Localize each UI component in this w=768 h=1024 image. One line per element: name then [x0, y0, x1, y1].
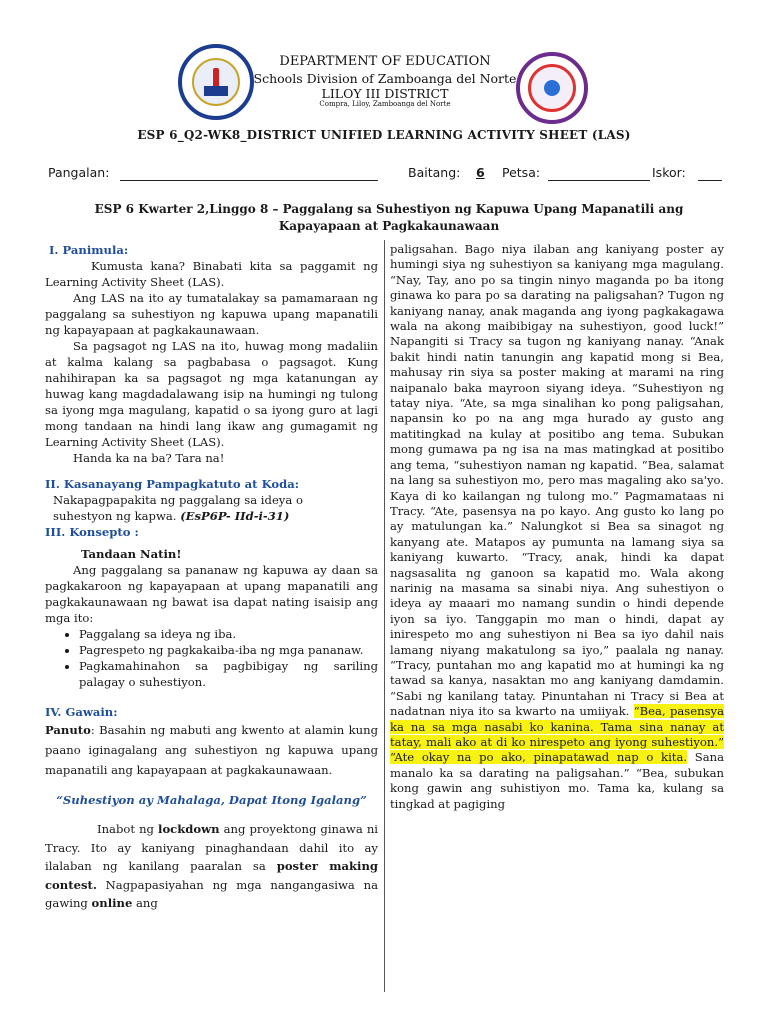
story-text: ang proyektong ginawa ni Tracy. Ito ay kaniyang pinaghandaan dahil ito ay ilalaban ng kanilang paaralan sa	[45, 822, 379, 873]
name-label: Pangalan:	[48, 165, 110, 180]
section-konsepto: III. Konsepto :	[45, 525, 139, 539]
panuto-paragraph	[45, 720, 378, 780]
story-text: Sana manalo ka sa darating na paligsahan.” “Bea, subukan kong gawin ang suhistiyon mo. Tama ka, kulang sa tingkad at pagiging	[390, 750, 725, 811]
deped-seal-icon	[178, 44, 254, 120]
column-divider	[384, 240, 385, 992]
list-item: • Pagrespeto ng pagkakaiba-iba ng mga pananaw.	[79, 642, 378, 658]
date-label: Petsa:	[502, 165, 541, 180]
page-title: ESP 6_Q2-WK8_DISTRICT UNIFIED LEARNING ACTIVITY SHEET (LAS)	[137, 128, 631, 142]
konsepto-list	[45, 626, 378, 690]
story-bold-online: online	[91, 896, 133, 910]
panimula-p3: Sa pagsagot ng LAS na ito, huwag mong madaliin at kalma kalang sa pagbabasa o pagsagot. Kung nahihirapan ka sa pagsagot ng mga katanungan ay huwag kang magdadalawang isip na humingi ng tulong sa iyong mga magulang, kapatid o sa iyong guro at lagi mong tandaan na hindi lang ikaw ang gumagamit ng Learning Activity Sheet (LAS).	[45, 339, 378, 449]
right-column	[390, 242, 724, 812]
list-item: • Paggalang sa ideya ng iba.	[79, 626, 378, 642]
story-continuation	[390, 242, 724, 812]
score-field[interactable]	[698, 180, 722, 181]
form-row	[48, 165, 728, 183]
panuto-text: : Basahin ng mabuti ang kwento at alamin kung paano iginagalang ang suhestiyon ng kapuwa upang mapanatili ang kapayapaan at pagkakaunawaan.	[45, 723, 378, 777]
story-text: paligsahan. Bago niya ilaban ang kaniyang poster ay humingi siya ng suhestiyon sa kaniyang mga magulang. “Nay, Tay, ano po sa tingin ninyo maganda po ba itong ginawa ko para po sa darating na paligsahan? Tugon ng kaniyang nanay, anak maganda ang iyong pagkakagawa wala na akong maibibigay na suhestiyon, good luck!” Napangiti si Tracy sa tugon ng kaniyang nanay. “Anak bakit hindi natin tanungin ang kapatid mong si Bea, mahusay rin siya sa poster making at marami na ring naipanalo baka mayroon siyang ideya. “Suhestiyon ng tatay niya. “Ate, sa mga sinalihan ko pong paligsahan, napansin ko po na ang mga hurado ay gusto ang matitingkad na kulay at positibo ang tema. Subukan mong gumawa pa ng isa na mas matingkad at positibo ang tema, “suhestiyon naman ng kapatid. “Bea, salamat na lang sa suhestiyon mo, pero mas magaling ako sa'yo. Kaya di ko kailangan ng tulong mo.” Pagmamataas ni Tracy. “Ate, pasensya na po kayo. Ang gusto ko lang po ay matulungan ka.” Nalungkot si Bea sa sinagot ng kanyang ate. Matapos ay pumunta na lamang siya sa kaniyang kuwarto. “Tracy, anak, hindi ka dapat nagsasalita ng ganoon sa kapatid mo. Wala akong narinig na masama sa sinabi niya. Ang suhestiyon o ideya ay maaari mo namang sundin o hindi depende iyon sa iyo. Tanggapin mo man o hindi, dapat ay inirespeto mo ang suhestiyon ni Bea sa iyo dahil nais lamang niyang makatulong sa iyo,” paalala ng nanay. “Tracy, puntahan mo ang kapatid mo at humingi ka ng tawad sa kanya, nasaktan mo ang kaniyang damdamin. “Sabi ng kanilang tatay. Pinuntahan ni Tracy si Bea at nadatnan niya ito sa kwarto na umiiyak.	[390, 242, 724, 719]
story-title: “Suhestiyon ay Mahalaga, Dapat Itong Igalang”	[56, 793, 367, 807]
story-bold-lockdown: lockdown	[158, 822, 220, 836]
header-dept: DEPARTMENT OF EDUCATION	[279, 54, 491, 69]
grade-label: Baitang:	[408, 165, 461, 180]
kasanayan-text: suhestyon ng kapwa.	[53, 509, 177, 523]
competency-code: (EsP6P- IId-i-31)	[180, 509, 290, 523]
story-text: Inabot ng	[97, 822, 159, 836]
header-address: Compra, Liloy, Zamboanga del Norte	[319, 100, 451, 108]
panimula-p4: Handa ka na ba? Tara na!	[73, 451, 225, 465]
story-bold-contest: poster making contest.	[45, 859, 378, 892]
lesson-subtitle	[44, 201, 734, 235]
story-text: ang	[132, 896, 158, 910]
division-seal-icon	[516, 52, 588, 124]
panuto-label: Panuto	[45, 723, 91, 737]
tandaan-heading: Tandaan Natin!	[81, 547, 182, 561]
date-field[interactable]	[548, 180, 650, 181]
subtitle-line-1: ESP 6 Kwarter 2,Linggo 8 – Paggalang sa Suhestiyon ng Kapuwa Upang Mapanatili ang	[94, 202, 684, 216]
header-district: LILOY III DISTRICT	[321, 86, 449, 101]
left-column	[45, 242, 378, 913]
kasanayan-line1: Nakapagpapakita ng paggalang sa ideya o	[53, 493, 303, 507]
list-item: • Pagkamahinahon sa pagbibigay ng sariling palagay o suhestiyon.	[79, 658, 378, 690]
header-division: Schools Division of Zamboanga del Norte	[253, 71, 517, 86]
section-panimula: I. Panimula:	[49, 243, 129, 257]
score-label: Iskor:	[652, 165, 686, 180]
name-field[interactable]	[120, 180, 378, 181]
konsepto-p: Ang paggalang sa pananaw ng kapuwa ay daan sa pagkakaroon ng kapayapaan at upang mapanatili ang pagkakaunawaan ng bawat isa dapat nating isaisip ang mga ito:	[45, 563, 378, 625]
subtitle-line-2: Kapayapaan at Pagkakaunawaan	[278, 219, 500, 233]
section-kasanayan: II. Kasanayang Pampagkatuto at Koda:	[45, 477, 300, 491]
story-text: Nagpapasiyahan ng mga nangangasiwa na gawing	[45, 877, 378, 910]
section-gawain: IV. Gawain:	[45, 705, 118, 719]
panimula-p2: Ang LAS na ito ay tumatalakay sa pamamaraan ng paggalang sa suhestiyon ng kapuwa upang mapanatili ng kapayapaan at pagkakaunawaan.	[45, 291, 378, 337]
panimula-p1: Kumusta kana? Binabati kita sa paggamit ng Learning Activity Sheet (LAS).	[45, 259, 378, 289]
highlighted-text: “Bea, pasensya ka na sa mga nasabi ko kanina. Tama sina nanay at tatay, mali ako at di ko nirespeto ang iyong suhestiyon.” “Ate okay na po ako, pinapatawad nap o kita.	[390, 704, 724, 765]
kasanayan-line2	[45, 508, 378, 524]
grade-value: 6	[476, 165, 485, 180]
story-start	[45, 820, 378, 913]
